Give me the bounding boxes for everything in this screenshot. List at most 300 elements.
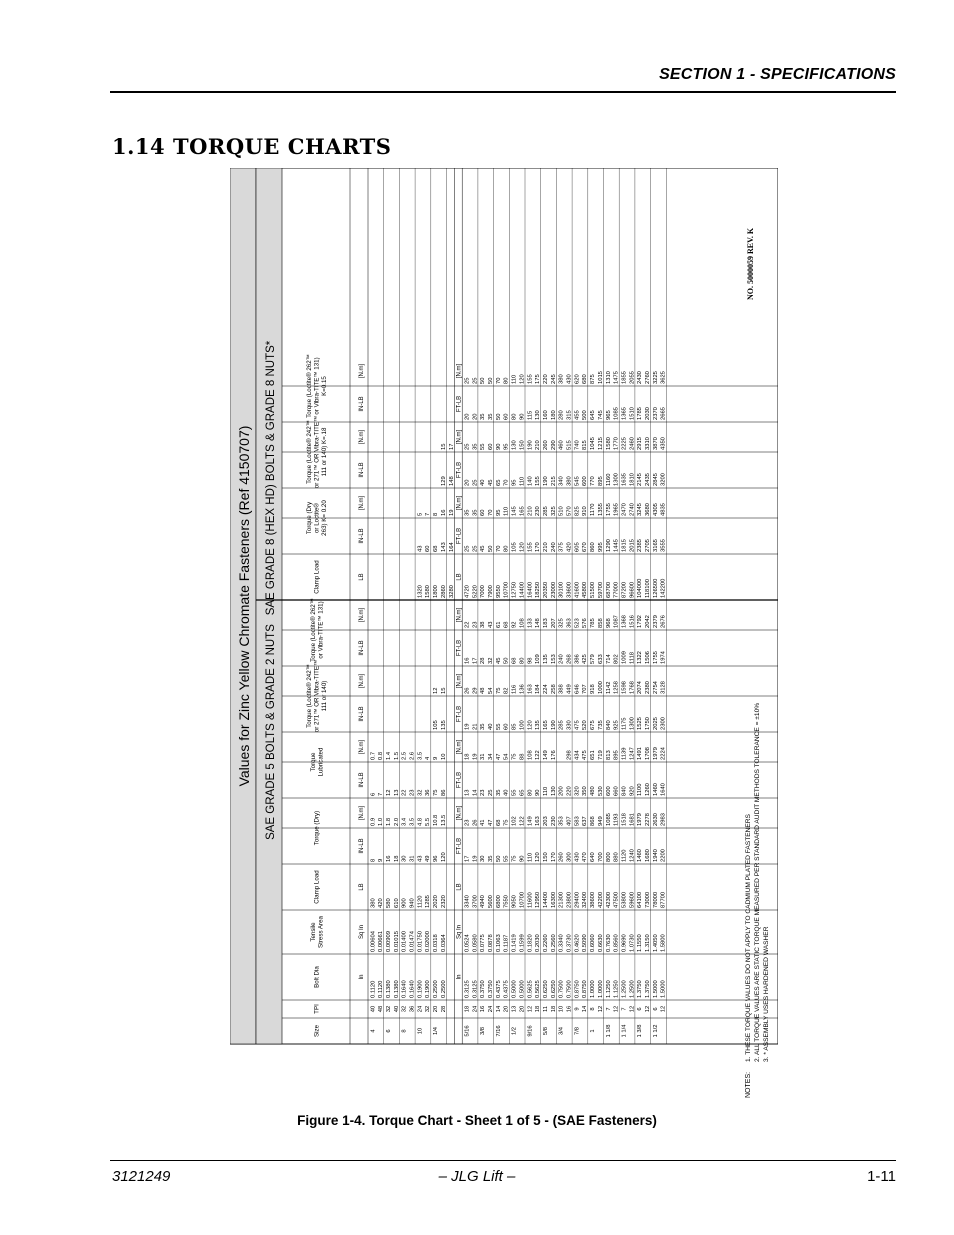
table-cell: 95 xyxy=(511,479,518,486)
table-cell: 770 xyxy=(590,476,597,486)
table-cell: 0.4375 xyxy=(503,980,510,998)
torque-chart-figure xyxy=(230,168,778,1102)
table-cell: 325 xyxy=(550,506,557,516)
table-cell: 0.3340 xyxy=(558,934,565,952)
table-cell: 16 xyxy=(464,657,471,664)
table-cell: 1120 xyxy=(417,895,424,908)
table-cell: 80 xyxy=(519,657,526,664)
table-cell: 50 xyxy=(488,545,494,552)
table-cell: 1300 xyxy=(629,717,636,730)
table-cell: 0.6250 xyxy=(550,980,557,998)
table-cell: 50 xyxy=(488,377,494,384)
table-cell: 95 xyxy=(503,443,510,450)
table-cell: 579 xyxy=(590,654,597,664)
table-cell: 840 xyxy=(621,786,628,796)
table-cell: 0.3125 xyxy=(472,980,479,998)
table-cell: 858 xyxy=(597,618,604,628)
table-cell: 50 xyxy=(503,657,510,664)
table-cell: 7 xyxy=(605,1007,612,1011)
table-cell: 110 xyxy=(511,374,518,384)
table-cell: 2370 xyxy=(652,407,659,420)
table-cell: 1445 xyxy=(613,539,620,552)
table-cell: 24 xyxy=(488,1005,494,1013)
table-cell: 20 xyxy=(503,1005,510,1013)
table-cell: 75 xyxy=(495,687,502,694)
table-cell: 14 xyxy=(582,1005,589,1013)
table-cell: 10.8 xyxy=(433,814,440,826)
table-cell: 920 xyxy=(629,786,636,796)
table-cell: 0.2260 xyxy=(542,934,549,952)
table-cell: 2754 xyxy=(652,681,659,694)
table-cell: 41 xyxy=(480,819,487,826)
table-cell: 500 xyxy=(582,410,589,420)
table-cell: 80 xyxy=(527,789,534,796)
table-cell: 4350 xyxy=(660,437,667,450)
table-cell: 38 xyxy=(480,621,487,628)
table-cell: 60 xyxy=(488,443,494,450)
table-cell: 60 xyxy=(425,545,432,552)
table-cell: 32 xyxy=(425,1005,432,1013)
unit-label: Sq In xyxy=(456,924,463,940)
table-cell: 530 xyxy=(597,786,604,796)
table-cell: 43 xyxy=(417,545,424,552)
notes-label: NOTES: xyxy=(745,1071,752,1098)
table-cell: 75 xyxy=(433,789,440,796)
table-cell: 1979 xyxy=(652,747,659,760)
table-cell: 9 xyxy=(433,756,440,760)
table-cell: 29400 xyxy=(574,891,581,908)
table-cell: 380 xyxy=(370,898,377,908)
table-cell: 380 xyxy=(558,374,565,384)
table-cell: 449 xyxy=(566,684,573,694)
table-cell: 136 xyxy=(519,684,526,694)
table-cell: 28 xyxy=(480,657,487,664)
grade5-title: SAE GRADE 5 BOLTS & GRADE 2 NUTS xyxy=(265,624,277,840)
table-cell: 3.4 xyxy=(401,817,408,826)
table-cell: 41600 xyxy=(574,581,581,598)
table-cell: 1.2500 xyxy=(621,980,628,998)
table-cell: 43 xyxy=(417,855,424,862)
table-cell: 17 xyxy=(464,855,471,862)
table-cell: 55 xyxy=(503,855,510,862)
table-cell: 0.2500 xyxy=(433,980,440,998)
table-cell: 1.1550 xyxy=(637,934,644,952)
table-cell: 16 xyxy=(480,1005,487,1013)
table-cell: 20 xyxy=(464,413,471,420)
table-cell: 4 xyxy=(425,756,432,760)
table-cell: 1475 xyxy=(613,371,620,384)
table-cell: 2470 xyxy=(621,503,628,516)
table-cell: 87700 xyxy=(660,891,667,908)
table-cell: 0.02000 xyxy=(425,931,432,952)
table-cell: 98 xyxy=(527,657,534,664)
table-cell: 53800 xyxy=(621,891,628,908)
table-cell: 285 xyxy=(542,506,549,516)
table-cell: 47500 xyxy=(613,891,620,908)
table-cell: 12 xyxy=(613,1005,620,1013)
table-cell: 31 xyxy=(480,753,487,760)
table-cell: 150 xyxy=(542,852,549,862)
table-cell: 230 xyxy=(535,506,542,516)
table-cell: 0.1187 xyxy=(503,934,510,952)
table-cell: 19 xyxy=(464,723,471,730)
table-cell: 1045 xyxy=(590,437,597,450)
table-cell: 2630 xyxy=(652,813,659,826)
table-cell: 88 xyxy=(519,753,526,760)
table-cell: 20 xyxy=(433,1005,440,1013)
table-cell: 55 xyxy=(511,789,518,796)
table-cell: 633 xyxy=(597,654,604,664)
table-cell: 82 xyxy=(503,687,510,694)
table-cell: 2435 xyxy=(645,473,651,486)
table-cell: 3625 xyxy=(660,371,667,384)
table-cell: 714 xyxy=(605,654,612,664)
table-cell: 184 xyxy=(535,684,542,694)
table-cell: 68 xyxy=(495,819,502,826)
unit-label: IN-LB xyxy=(359,772,365,788)
table-cell: 24 xyxy=(472,1005,479,1013)
table-cell: 3/8 xyxy=(480,1026,487,1036)
table-cell: 610 xyxy=(393,898,400,908)
table-cell: 2030 xyxy=(645,407,651,420)
table-cell: 2320 xyxy=(440,895,447,908)
table-cell: 1310 xyxy=(605,371,612,384)
table-cell: 583 xyxy=(574,816,581,826)
table-cell: 54 xyxy=(488,687,494,694)
table-cell: 16 xyxy=(385,855,392,862)
table-cell: 143 xyxy=(440,542,447,552)
table-cell: 6 xyxy=(370,792,377,796)
column-header: Torque (Dryor Loctite®263) K= 0.20 xyxy=(306,500,328,536)
table-cell: 1.1250 xyxy=(605,980,612,998)
table-cell: 224 xyxy=(542,684,549,694)
table-cell: 12 xyxy=(597,1005,604,1013)
table-cell: 375 xyxy=(558,542,565,552)
table-cell: 25 xyxy=(464,377,471,384)
table-cell: 1322 xyxy=(637,651,644,664)
figure-caption: Figure 1-4. Torque Chart - Sheet 1 of 5 - (SAE Fasteners) xyxy=(297,1113,657,1128)
table-cell: 160 xyxy=(542,410,549,420)
table-cell: 15 xyxy=(440,443,447,450)
table-cell: 386 xyxy=(574,654,581,664)
table-cell: 45 xyxy=(495,657,502,664)
table-cell: 105 xyxy=(433,720,440,730)
table-cell: 0.8 xyxy=(378,751,385,760)
table-cell: 11600 xyxy=(527,892,534,908)
table-cell: 0.2500 xyxy=(440,980,447,998)
table-cell: 1 xyxy=(590,1029,597,1033)
table-cell: 2705 xyxy=(645,539,651,552)
table-cell: 0.3750 xyxy=(480,980,487,998)
table-cell: 0.1820 xyxy=(527,934,534,952)
table-cell: 1290 xyxy=(605,539,612,552)
header-divider xyxy=(110,91,896,93)
table-cell: 880 xyxy=(613,852,620,862)
table-cell: 1.0 xyxy=(378,817,385,826)
table-cell: 163 xyxy=(527,684,534,694)
table-cell: 7 xyxy=(621,1007,628,1011)
table-cell: 1160 xyxy=(605,473,612,486)
table-cell: 129 xyxy=(440,476,447,486)
unit-label: [N.m] xyxy=(359,363,365,379)
table-cell: 17 xyxy=(472,657,479,664)
table-cell: 7000 xyxy=(480,585,487,598)
table-cell: 90 xyxy=(519,413,526,420)
table-cell: 2145 xyxy=(637,473,644,486)
table-cell: 1355 xyxy=(597,503,604,516)
table-cell: 1 1/8 xyxy=(605,1024,612,1038)
table-cell: 1247 xyxy=(629,747,636,760)
table-cell: 1 1/4 xyxy=(621,1024,628,1038)
table-cell: 13.5 xyxy=(440,814,447,826)
table-cell: 2.5 xyxy=(401,751,408,760)
table-cell: 183 xyxy=(542,618,549,628)
footer-publisher: – JLG Lift – xyxy=(438,1168,516,1185)
table-cell: 0.5090 xyxy=(582,934,589,952)
table-cell: 1009 xyxy=(621,651,628,664)
table-cell: 868 xyxy=(590,816,597,826)
table-cell: 510 xyxy=(558,506,565,516)
table-cell: 13 xyxy=(464,789,471,796)
table-cell: 77000 xyxy=(613,581,620,598)
table-cell: 2278 xyxy=(645,813,651,826)
table-cell: 0.1120 xyxy=(378,980,385,998)
table-cell: 1/4 xyxy=(433,1026,440,1036)
table-cell: 130 xyxy=(550,786,557,796)
table-cell: 122 xyxy=(535,750,542,760)
column-header: Size xyxy=(313,1024,321,1038)
table-cell: 12 xyxy=(385,789,392,796)
table-cell: 290 xyxy=(550,440,557,450)
table-cell: 4835 xyxy=(660,503,667,516)
table-cell: 19 xyxy=(472,753,479,760)
table-cell: 580 xyxy=(385,898,392,908)
table-cell: 2845 xyxy=(652,473,659,486)
table-cell: 3.5 xyxy=(409,817,416,826)
table-cell: 13 xyxy=(511,1005,518,1013)
table-cell: 420 xyxy=(566,542,573,552)
table-cell: 1506 xyxy=(645,651,651,664)
torque-chart-table xyxy=(230,168,778,1102)
doc-revision-number: NO. 5000059 REV. K xyxy=(746,227,755,300)
table-cell: 2020 xyxy=(433,895,440,908)
table-cell: 1285 xyxy=(425,895,432,908)
unit-label: IN-LB xyxy=(359,838,365,854)
table-cell: 645 xyxy=(590,410,597,420)
table-cell: 21300 xyxy=(558,891,565,908)
table-cell: 130 xyxy=(535,410,542,420)
table-cell: 1118 xyxy=(629,651,636,664)
table-cell: 130 xyxy=(511,440,518,450)
table-cell: 6 xyxy=(637,1007,644,1011)
table-cell: 3225 xyxy=(652,371,659,384)
table-cell: 523 xyxy=(574,618,581,628)
table-cell: 0.5625 xyxy=(535,980,542,998)
table-cell: 23 xyxy=(480,789,487,796)
unit-label: LB xyxy=(359,883,365,891)
table-cell: 470 xyxy=(582,852,589,862)
table-cell: 785 xyxy=(590,618,597,628)
table-cell: 5600 xyxy=(488,895,494,908)
table-cell: 0.00909 xyxy=(385,931,392,952)
table-cell: 5220 xyxy=(472,585,479,598)
unit-label: IN-LB xyxy=(359,528,365,544)
table-cell: 68 xyxy=(511,657,518,664)
table-cell: 280 xyxy=(558,410,565,420)
table-cell: 35 xyxy=(464,509,471,516)
table-cell: 36 xyxy=(425,789,432,796)
table-cell: 7900 xyxy=(488,585,494,598)
table-cell: 2074 xyxy=(637,681,644,694)
table-cell: 0.2560 xyxy=(550,934,557,952)
table-cell: 0.9 xyxy=(370,817,377,826)
table-cell: 735 xyxy=(597,720,604,730)
table-cell: 24 xyxy=(417,1005,424,1013)
table-cell: 285 xyxy=(558,720,565,730)
table-cell: 0.8750 xyxy=(574,980,581,998)
table-cell: 54 xyxy=(503,753,510,760)
table-cell: 1260 xyxy=(645,783,651,796)
table-cell: 8 xyxy=(590,1007,597,1011)
unit-label: [N.m] xyxy=(456,607,463,623)
table-cell: 200 xyxy=(558,786,565,796)
table-cell: 3310 xyxy=(645,437,651,450)
table-cell: 4 xyxy=(370,1029,377,1033)
table-cell: 95 xyxy=(495,509,502,516)
table-cell: 11 xyxy=(542,1005,549,1013)
table-cell: 637 xyxy=(582,816,589,826)
table-cell: 353 xyxy=(558,816,565,826)
table-cell: 30100 xyxy=(558,581,565,598)
table-cell: 420 xyxy=(378,898,385,908)
table-cell: 480 xyxy=(590,786,597,796)
table-cell: 1681 xyxy=(629,813,636,826)
table-cell: 40 xyxy=(480,479,487,486)
table-cell: 32 xyxy=(488,657,494,664)
table-cell: 2665 xyxy=(660,407,667,420)
table-cell: 210 xyxy=(527,506,534,516)
table-cell: 2300 xyxy=(660,717,667,730)
table-cell: 87200 xyxy=(621,581,628,598)
table-cell: 1525 xyxy=(637,717,644,730)
table-cell: 0.6630 xyxy=(597,934,604,952)
table-cell: 18 xyxy=(535,1005,542,1013)
table-cell: 80 xyxy=(511,413,518,420)
table-cell: 18 xyxy=(550,1005,557,1013)
table-cell: 430 xyxy=(566,374,573,384)
table-cell: 1.4050 xyxy=(652,934,659,952)
table-cell: 1.0000 xyxy=(597,980,604,998)
table-cell: 2224 xyxy=(660,747,667,760)
unit-label: IN-LB xyxy=(359,706,365,722)
table-cell: 1.0730 xyxy=(629,934,636,952)
table-cell: 1.3750 xyxy=(645,980,651,998)
table-cell: 116 xyxy=(511,684,518,694)
table-cell: 0.1900 xyxy=(417,980,424,998)
table-cell: 1087 xyxy=(613,615,620,628)
table-cell: 646 xyxy=(574,684,581,694)
table-cell: 59600 xyxy=(629,891,636,908)
table-cell: 33600 xyxy=(566,581,573,598)
table-cell: 0.0524 xyxy=(464,934,471,952)
table-cell: 96 xyxy=(433,855,440,862)
table-cell: 133 xyxy=(527,618,534,628)
table-cell: 32 xyxy=(385,1005,392,1013)
table-cell: 40 xyxy=(488,723,494,730)
unit-label: [N.m] xyxy=(359,495,365,511)
table-cell: 1000 xyxy=(597,681,604,694)
table-cell: 1518 xyxy=(621,813,628,826)
table-cell: 48 xyxy=(480,687,487,694)
table-cell: 0.01750 xyxy=(417,931,424,952)
table-cell: 1755 xyxy=(605,503,612,516)
table-cell: 1580 xyxy=(605,437,612,450)
unit-label: LB xyxy=(359,573,365,581)
table-cell: 1974 xyxy=(660,651,667,664)
table-cell: 1755 xyxy=(652,651,659,664)
table-cell: 12 xyxy=(629,1005,636,1013)
table-cell: 0.1599 xyxy=(519,934,526,952)
table-cell: 20 xyxy=(519,1005,526,1013)
table-cell: 65 xyxy=(495,479,502,486)
table-cell: 7 xyxy=(425,512,432,516)
table-cell: 75 xyxy=(511,855,518,862)
table-cell: 23 xyxy=(464,819,471,826)
table-cell: 5/8 xyxy=(542,1026,549,1036)
table-cell: 110 xyxy=(519,476,526,486)
unit-label: FT-LB xyxy=(456,771,463,789)
table-cell: 90 xyxy=(519,855,526,862)
table-cell: 61 xyxy=(495,621,502,628)
table-cell: 380 xyxy=(566,476,573,486)
table-cell: 1770 xyxy=(613,437,620,450)
table-cell: 109 xyxy=(535,654,542,664)
table-cell: 14 xyxy=(495,1005,502,1013)
table-cell: 12950 xyxy=(535,891,542,908)
table-cell: 78000 xyxy=(652,891,659,908)
unit-label: LB xyxy=(456,573,463,581)
table-cell: 170 xyxy=(550,852,557,862)
table-cell: 10700 xyxy=(503,581,510,598)
table-cell: 425 xyxy=(582,654,589,664)
table-cell: 1460 xyxy=(637,849,644,862)
table-cell: 1.5000 xyxy=(652,980,659,998)
table-cell: 190 xyxy=(550,720,557,730)
table-cell: 149 xyxy=(542,750,549,760)
table-cell: 32 xyxy=(417,789,424,796)
table-cell: 6 xyxy=(652,1007,659,1011)
table-cell: 122 xyxy=(519,816,526,826)
table-cell: 1368 xyxy=(621,615,628,628)
table-cell: 680 xyxy=(582,374,589,384)
table-cell: 0.3125 xyxy=(464,980,471,998)
table-cell: 25 xyxy=(472,545,479,552)
table-cell: 34 xyxy=(488,753,494,760)
table-cell: 120 xyxy=(440,852,447,862)
table-cell: 1792 xyxy=(637,615,644,628)
table-cell: 150 xyxy=(519,440,526,450)
table-cell: 203 xyxy=(542,816,549,826)
table-cell: 149 xyxy=(527,816,534,826)
table-cell: 47 xyxy=(488,819,494,826)
table-cell: 515 xyxy=(566,440,573,450)
table-cell: 70 xyxy=(503,479,510,486)
table-cell: 0.0878 xyxy=(488,934,494,952)
table-cell: 340 xyxy=(558,476,565,486)
table-cell: 175 xyxy=(535,374,542,384)
table-cell: 1708 xyxy=(645,747,651,760)
table-cell: 55 xyxy=(495,723,502,730)
